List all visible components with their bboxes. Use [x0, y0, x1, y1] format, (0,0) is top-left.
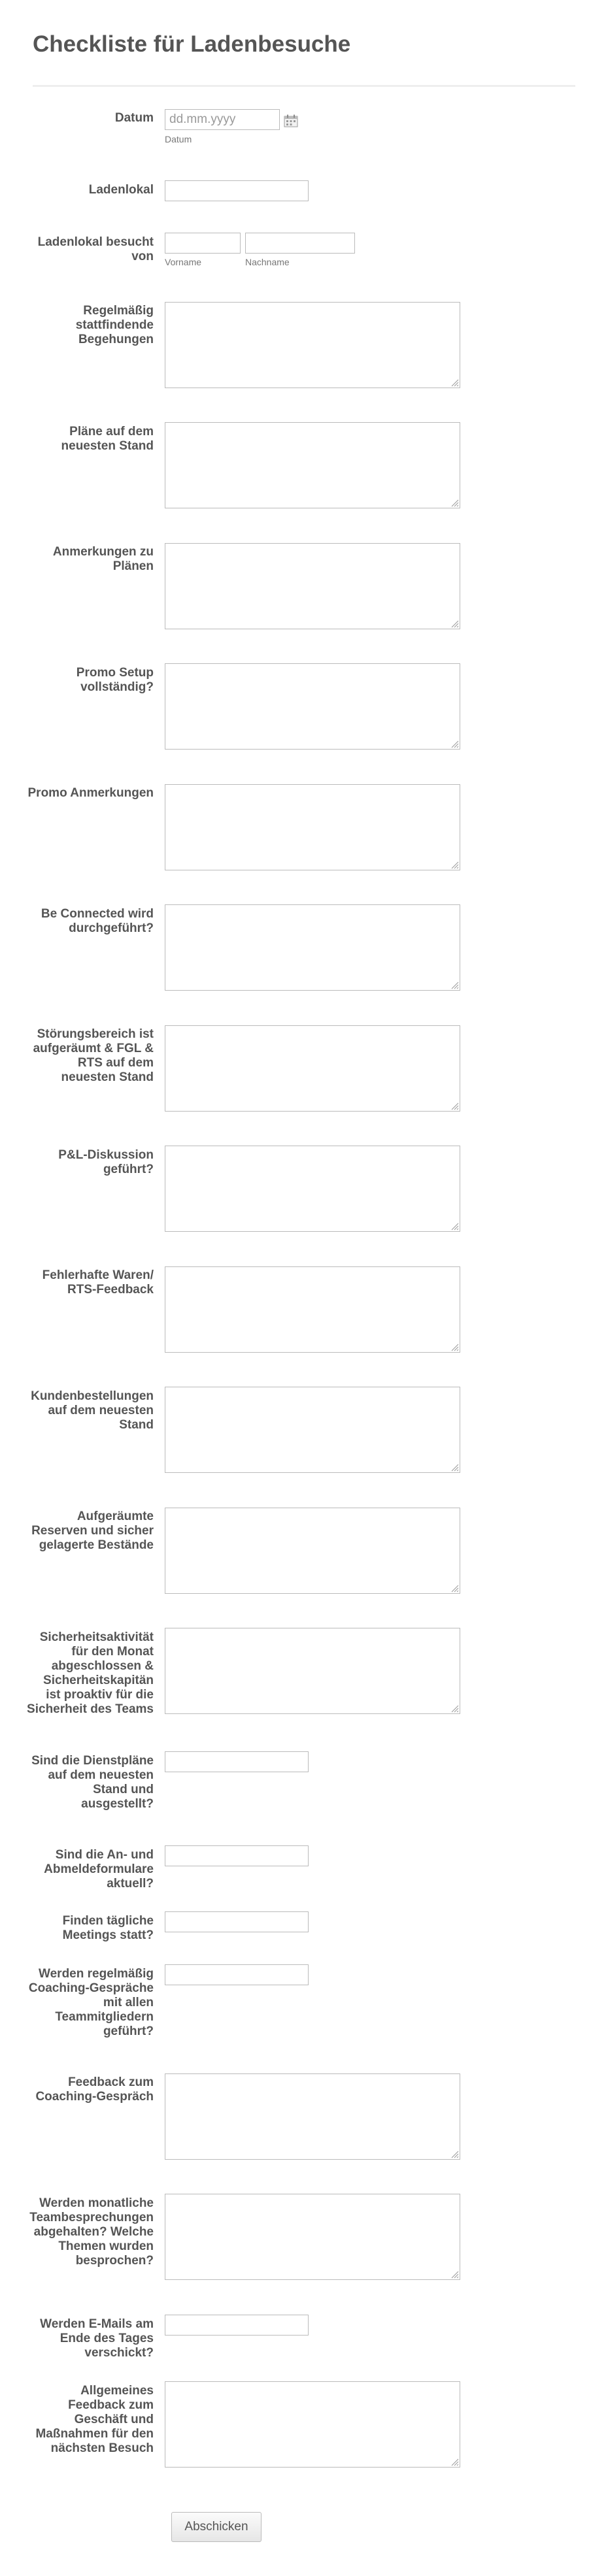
label-regular-walkthroughs: Regelmäßig stattfindende Begehungen [75, 304, 154, 346]
label-customer-orders: Kundenbestellungen auf dem neuesten Stand [31, 1389, 154, 1432]
label-pl-discussion: P&L-Diskussion geführt? [58, 1148, 154, 1176]
label-rosters: Sind die Dienstpläne auf dem neuesten Stand und ausgestellt? [31, 1754, 154, 1811]
label-coaching-talks: Werden regelmäßig Coaching-Gespräche mit allen Teammitgliedern geführt? [28, 1967, 154, 2038]
last-name-sublabel: Nachname [245, 257, 290, 267]
textarea-general-feedback[interactable] [165, 2381, 460, 2468]
textarea-promo-setup[interactable] [165, 663, 460, 750]
textarea-promo-notes[interactable] [165, 784, 460, 870]
label-promo-setup: Promo Setup vollständig? [76, 666, 154, 694]
label-coaching-feedback: Feedback zum Coaching-Gespräch [35, 2075, 154, 2104]
label-general-feedback: Allgemeines Feedback zum Geschäft und Maßnahmen für den nächsten Besuch [35, 2384, 154, 2455]
textarea-reserves[interactable] [165, 1508, 460, 1594]
first-name-input[interactable] [165, 233, 241, 254]
input-coaching-talks[interactable] [165, 1964, 309, 1985]
textarea-coaching-feedback[interactable] [165, 2073, 460, 2160]
label-daily-meetings: Finden tägliche Meetings statt? [62, 1914, 154, 1942]
textarea-team-meetings[interactable] [165, 2194, 460, 2280]
label-faulty-goods: Fehlerhafte Waren/ RTS-Feedback [42, 1268, 154, 1296]
label-be-connected: Be Connected wird durchgeführt? [41, 907, 154, 935]
title-divider [33, 85, 575, 87]
textarea-fault-area[interactable] [165, 1025, 460, 1112]
label-emails: Werden E-Mails am Ende des Tages verschickt? [40, 2317, 154, 2360]
label-team-meetings: Werden monatliche Teambesprechungen abgehalten? Welche Themen wurden besprochen? [29, 2196, 154, 2268]
label-reserves: Aufgeräumte Reserven und sicher gelagerte Bestände [31, 1510, 154, 1552]
date-label: Datum [114, 111, 154, 125]
submit-button[interactable]: Abschicken [171, 2512, 262, 2542]
textarea-faulty-goods[interactable] [165, 1266, 460, 1353]
textarea-plans-up-to-date[interactable] [165, 422, 460, 508]
store-label: Ladenlokal [88, 183, 154, 197]
date-input[interactable] [165, 109, 280, 130]
date-sublabel: Datum [165, 134, 192, 144]
calendar-icon[interactable] [284, 114, 298, 127]
last-name-input[interactable] [245, 233, 355, 254]
label-signin-forms: Sind die An- und Abmeldeformulare aktuell? [44, 1848, 154, 1891]
textarea-safety-activity[interactable] [165, 1628, 460, 1714]
textarea-customer-orders[interactable] [165, 1387, 460, 1473]
form-title: Checkliste für Ladenbesuche [33, 31, 351, 57]
label-promo-notes: Promo Anmerkungen [27, 786, 154, 800]
input-rosters[interactable] [165, 1751, 309, 1772]
input-emails[interactable] [165, 2315, 309, 2336]
label-safety-activity: Sicherheitsaktivität für den Monat abgeschlossen & Sicherheitskapitän ist proaktiv für die Sicherheit des Teams [27, 1630, 154, 1716]
textarea-plan-notes[interactable] [165, 543, 460, 629]
label-fault-area: Störungsbereich ist aufgeräumt & FGL & RTS auf dem neuesten Stand [33, 1027, 154, 1084]
textarea-be-connected[interactable] [165, 904, 460, 991]
first-name-sublabel: Vorname [165, 257, 202, 267]
input-daily-meetings[interactable] [165, 1911, 309, 1932]
textarea-regular-walkthroughs[interactable] [165, 302, 460, 388]
input-signin-forms[interactable] [165, 1845, 309, 1866]
label-plans-up-to-date: Pläne auf dem neuesten Stand [61, 425, 154, 453]
visited-by-label: Ladenlokal besucht von [37, 235, 154, 263]
label-plan-notes: Anmerkungen zu Plänen [52, 545, 154, 573]
textarea-pl-discussion[interactable] [165, 1146, 460, 1232]
store-input[interactable] [165, 180, 309, 201]
